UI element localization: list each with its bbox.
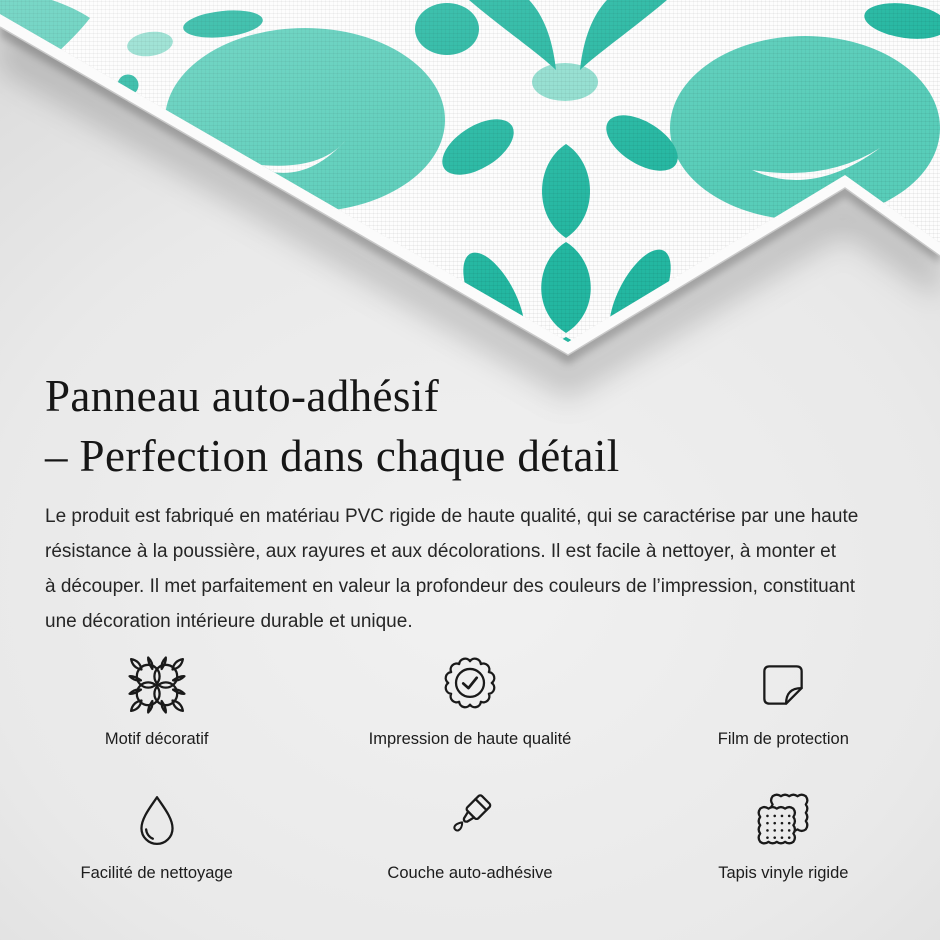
rigid-mat-icon: [754, 790, 812, 848]
water-drop-icon: [128, 790, 186, 848]
feature-facilite-nettoyage: [7, 790, 307, 883]
description-line: Le produit est fabriqué en matériau PVC rigide de haute qualité, qui se caractérise par une haute: [45, 506, 859, 527]
description-line: résistance à la poussière, aux rayures et aux décolorations. Il est facile à nettoyer, à monter et: [45, 541, 837, 562]
page-title: [45, 366, 620, 486]
protective-film-icon: [754, 656, 812, 714]
feature-label: Couche auto-adhésive: [387, 864, 553, 882]
feature-label: Motif décoratif: [104, 730, 209, 748]
lattice-pattern-icon: [128, 656, 186, 714]
feature-tapis-rigide: [633, 790, 933, 883]
feature-couche-adhesive: [320, 790, 620, 883]
description-line: une décoration intérieure durable et unique.: [45, 611, 413, 632]
feature-motif-decoratif: [7, 656, 307, 749]
quality-badge-icon: [441, 656, 499, 714]
features-grid: [0, 656, 940, 883]
description-line: à découper. Il met parfaitement en valeur la profondeur des couleurs de l’impression, constituant: [45, 576, 856, 597]
feature-label: Facilité de nettoyage: [80, 864, 233, 882]
page-title-line-1: Panneau auto-adhésif: [45, 371, 440, 421]
feature-label: Tapis vinyle rigide: [718, 864, 849, 882]
feature-film-protection: [633, 656, 933, 749]
feature-impression-qualite: [320, 656, 620, 749]
feature-label: Film de protection: [717, 730, 849, 748]
glue-tube-icon: [441, 790, 499, 848]
page-title-line-2: – Perfection dans chaque détail: [45, 431, 620, 481]
feature-label: Impression de haute qualité: [368, 730, 572, 748]
product-description: [45, 499, 905, 639]
